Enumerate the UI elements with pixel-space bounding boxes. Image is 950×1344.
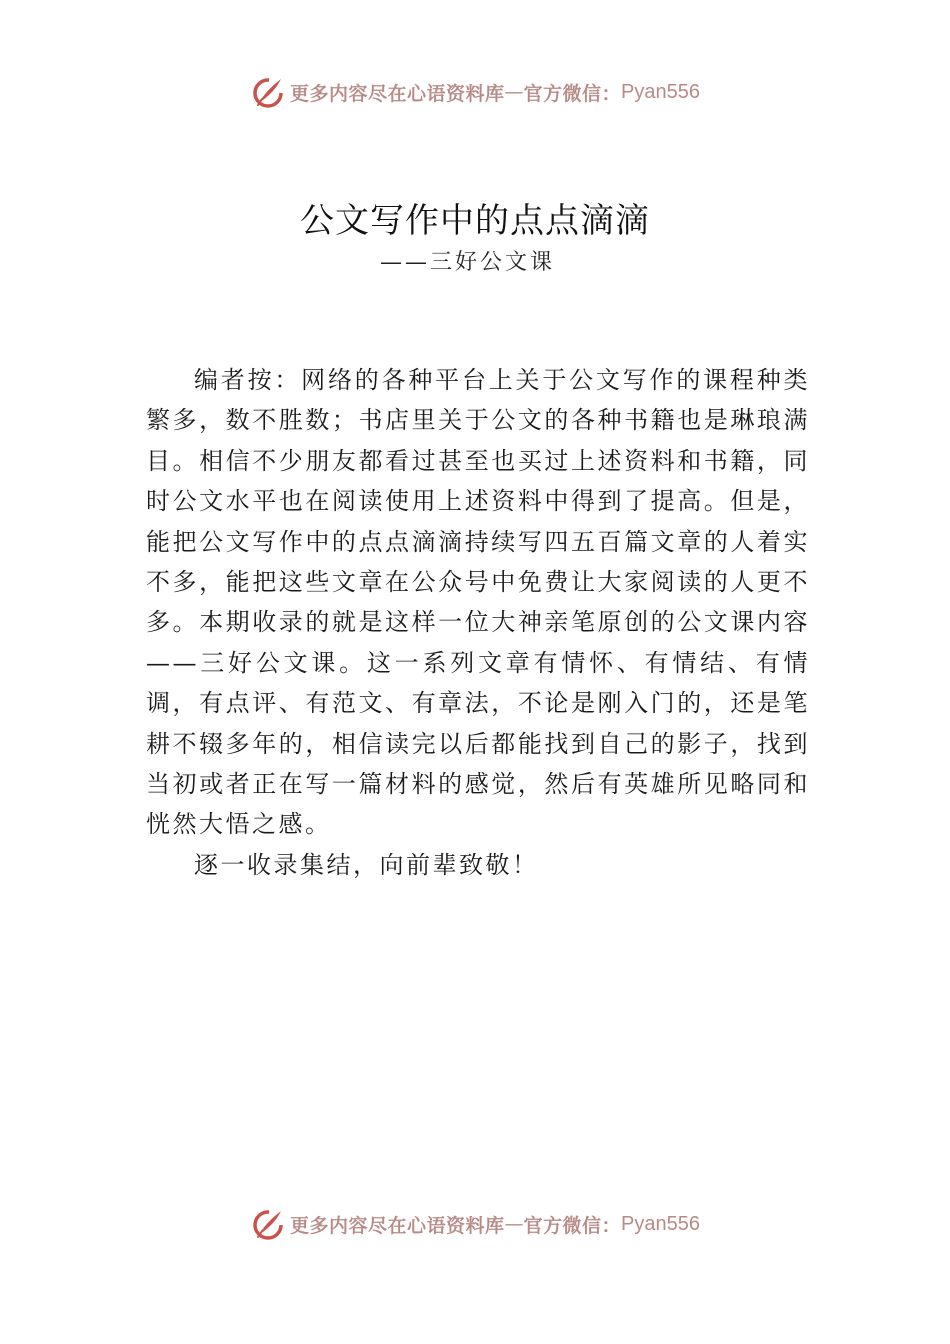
header-watermark-banner bbox=[0, 72, 950, 112]
document-subtitle: ——三好公文课 bbox=[380, 250, 556, 275]
watermark-separator: — bbox=[504, 81, 524, 103]
watermark-label: 官方微信： bbox=[523, 1214, 622, 1237]
document-body bbox=[146, 360, 810, 885]
quill-swirl-logo-icon bbox=[250, 74, 286, 110]
editor-note-paragraph: 编者按：网络的各种平台上关于公文写作的课程种类繁多，数不胜数；书店里关于公文的各种书籍也是琳琅满目。相信不少朋友都看过甚至也买过上述资料和书籍，同时公文水平也在阅读使用上述资料中得到了提高。但是，能把公文写作中的点点滴滴持续写四五百篇文章的人着实不多，能把这些文章在公众号中免费让大家阅读的人更不多。本期收录的就是这样一位大神亲笔原创的公文课内容——三好公文课。这一系列文章有情怀、有情结、有情调，有点评、有范文、有章法，不论是刚入门的，还是笔耕不辍多年的，相信读完以后都能找到自己的影子，找到当初或者正在写一篇材料的感觉，然后有英雄所见略同和恍然大悟之感。 bbox=[146, 366, 810, 839]
quill-swirl-logo-icon bbox=[250, 1206, 286, 1242]
footer-watermark-banner bbox=[0, 1204, 950, 1244]
closing-paragraph: 逐一收录集结，向前辈致敬！ bbox=[194, 850, 539, 879]
watermark-separator: — bbox=[504, 1213, 524, 1235]
document-title: 公文写作中的点点滴滴 bbox=[300, 201, 650, 241]
watermark-account: Pyan556 bbox=[621, 80, 700, 103]
watermark-label: 官方微信： bbox=[523, 82, 622, 105]
watermark-account: Pyan556 bbox=[621, 1212, 700, 1235]
watermark-main-text: 更多内容尽在心语资料库 bbox=[290, 1214, 505, 1237]
watermark-main-text: 更多内容尽在心语资料库 bbox=[290, 82, 505, 105]
